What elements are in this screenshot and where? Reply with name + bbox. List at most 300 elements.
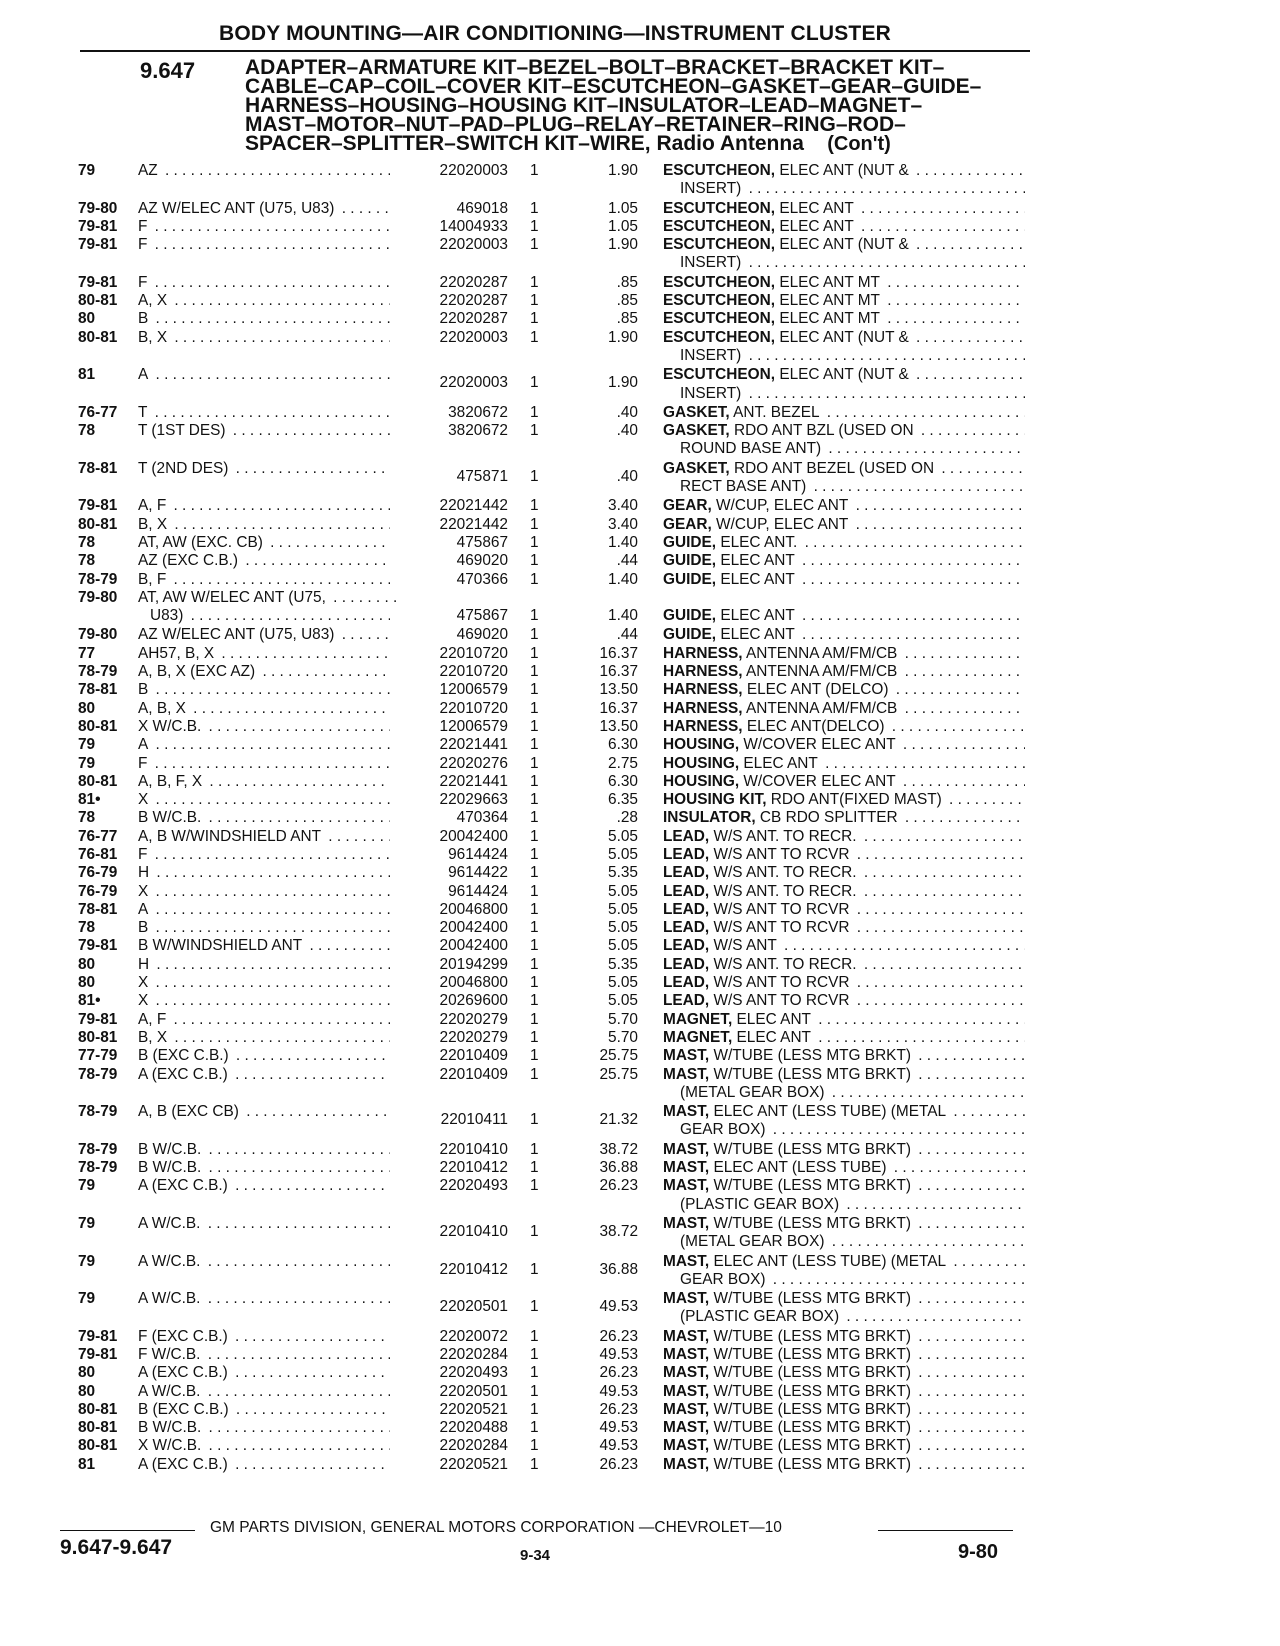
- model-code: X W/C.B. . . .: [138, 718, 403, 736]
- model-year: 76-77: [78, 827, 118, 845]
- part-number: 22020488: [390, 1419, 508, 1437]
- price: .40: [616, 467, 638, 485]
- model-code: AZ (EXC C.B.) . . .: [138, 552, 403, 570]
- description: MAST, W/TUBE (LESS MTG BRKT) . . .: [663, 1346, 1025, 1364]
- description: HOUSING, W/COVER ELEC ANT . . .: [663, 736, 1025, 754]
- price: 5.05: [608, 919, 638, 937]
- price: 5.05: [608, 845, 638, 863]
- price: 38.72: [599, 1222, 638, 1240]
- price: 1.90: [608, 374, 638, 392]
- parts-row: [0, 828, 1280, 846]
- model-code: AH57, B, X . . .: [138, 645, 403, 663]
- description: MAST, W/TUBE (LESS MTG BRKT) . . .: [663, 1383, 1025, 1401]
- parts-row: [0, 1141, 1280, 1159]
- model-code: T (1ST DES) . . .: [138, 422, 403, 440]
- description: GUIDE, ELEC ANT. . . .: [663, 534, 1025, 552]
- model-code: X W/C.B. . . .: [138, 1437, 403, 1455]
- model-code: B, X . . .: [138, 1029, 403, 1047]
- quantity: 1: [530, 1028, 539, 1046]
- model-code: H . . .: [138, 864, 403, 882]
- model-code: T (2ND DES) . . .: [138, 460, 403, 478]
- description: GUIDE, ELEC ANT . . .: [663, 626, 1025, 644]
- description: MAST, W/TUBE (LESS MTG BRKT) . . .: [663, 1364, 1025, 1382]
- description: ESCUTCHEON, ELEC ANT (NUT & . . .: [663, 329, 1025, 347]
- part-number: 469020: [390, 552, 508, 570]
- price: .44: [616, 626, 638, 644]
- quantity: 1: [530, 199, 539, 217]
- parts-row: [0, 162, 1280, 200]
- description: LEAD, W/S ANT TO RCVR . . .: [663, 901, 1025, 919]
- model-code: B . . .: [138, 681, 403, 699]
- model-code: F . . .: [138, 755, 403, 773]
- quantity: 1: [530, 497, 539, 515]
- model-code: F (EXC C.B.) . . .: [138, 1328, 403, 1346]
- quantity: 1: [530, 1400, 539, 1418]
- section-title: [245, 58, 1015, 154]
- description: GASKET, ANT. BEZEL . . .: [663, 404, 1025, 422]
- parts-row: [0, 1328, 1280, 1346]
- model-year: 79-81: [78, 1010, 118, 1028]
- part-number: 22021441: [390, 736, 508, 754]
- description: HOUSING, W/COVER ELEC ANT . . .: [663, 773, 1025, 791]
- description: HARNESS, ANTENNA AM/FM/CB . . .: [663, 663, 1025, 681]
- price: 16.37: [599, 663, 638, 681]
- section-number: 9.647: [140, 58, 196, 83]
- model-year: 78: [78, 552, 96, 570]
- parts-row: [0, 534, 1280, 552]
- model-year: 79-80: [78, 626, 118, 644]
- parts-row: [0, 236, 1280, 274]
- quantity: 1: [530, 1159, 539, 1177]
- parts-row: [0, 755, 1280, 773]
- quantity: 1: [530, 717, 539, 735]
- model-year: 79-81: [78, 273, 118, 291]
- footer-section-range: 9.647-9.647: [60, 1536, 173, 1559]
- description: LEAD, W/S ANT TO RCVR . . .: [663, 992, 1025, 1010]
- description: ESCUTCHEON, ELEC ANT (NUT & . . .: [663, 236, 1025, 254]
- model-year: 78: [78, 533, 96, 551]
- description-cont: (PLASTIC GEAR BOX) . . .: [680, 1308, 1025, 1326]
- model-code: AZ W/ELEC ANT (U75, U83) . . .: [138, 200, 403, 218]
- description: ESCUTCHEON, ELEC ANT MT . . .: [663, 310, 1025, 328]
- quantity: 1: [530, 772, 539, 790]
- price: 3.40: [608, 515, 638, 533]
- part-number: 9614424: [390, 883, 508, 901]
- quantity: 1: [530, 1111, 539, 1129]
- model-year: 79: [78, 1177, 96, 1195]
- model-code: A, X . . .: [138, 292, 403, 310]
- description: MAST, W/TUBE (LESS MTG BRKT) . . .: [663, 1290, 1025, 1308]
- model-code: X . . .: [138, 974, 403, 992]
- quantity: 1: [530, 1140, 539, 1158]
- model-code: A (EXC C.B.) . . .: [138, 1066, 403, 1084]
- parts-row: [0, 663, 1280, 681]
- model-year: 81: [78, 366, 96, 384]
- parts-row: [0, 992, 1280, 1010]
- quantity: 1: [530, 937, 539, 955]
- quantity: 1: [530, 1177, 539, 1195]
- parts-row: [0, 718, 1280, 736]
- description-cont: GEAR BOX) . . .: [680, 1121, 1025, 1139]
- parts-row: [0, 1103, 1280, 1141]
- parts-row: [0, 1383, 1280, 1401]
- price: 49.53: [599, 1419, 638, 1437]
- description: HARNESS, ANTENNA AM/FM/CB . . .: [663, 645, 1025, 663]
- quantity: 1: [530, 754, 539, 772]
- part-number: 22020493: [390, 1364, 508, 1382]
- parts-row: [0, 1011, 1280, 1029]
- model-code: A W/C.B. . . .: [138, 1253, 403, 1271]
- quantity: 1: [530, 1047, 539, 1065]
- quantity: 1: [530, 955, 539, 973]
- parts-row: [0, 1419, 1280, 1437]
- model-code: A, B, X (EXC AZ) . . .: [138, 663, 403, 681]
- model-year: 80-81: [78, 717, 118, 735]
- parts-row: [0, 1029, 1280, 1047]
- description: ESCUTCHEON, ELEC ANT . . .: [663, 200, 1025, 218]
- model-code: A, B, F, X . . .: [138, 773, 403, 791]
- model-year: 78-81: [78, 900, 118, 918]
- parts-row: [0, 1346, 1280, 1364]
- description: MAST, ELEC ANT (LESS TUBE) (METAL . . .: [663, 1253, 1025, 1271]
- price: .85: [616, 292, 638, 310]
- model-code: A W/C.B. . . .: [138, 1383, 403, 1401]
- section-title-line: HARNESS–HOUSING–HOUSING KIT–INSULATOR–LEAD–MAGNET–: [245, 94, 923, 117]
- price: 25.75: [599, 1047, 638, 1065]
- description-cont: INSERT) . . .: [680, 385, 1025, 403]
- price: 49.53: [599, 1437, 638, 1455]
- section-title-line: [245, 134, 1015, 154]
- parts-row: [0, 460, 1280, 498]
- description-cont: GEAR BOX) . . .: [680, 1271, 1025, 1289]
- model-year: 81•: [78, 992, 101, 1010]
- description: LEAD, W/S ANT. TO RECR. . . .: [663, 864, 1025, 882]
- description-cont: RECT BASE ANT) . . .: [680, 478, 1025, 496]
- parts-row: [0, 497, 1280, 515]
- quantity: 1: [530, 626, 539, 644]
- part-number: 22020003: [390, 374, 508, 392]
- model-year: 79: [78, 1290, 96, 1308]
- description-cont: INSERT) . . .: [680, 254, 1025, 272]
- part-number: 20194299: [390, 956, 508, 974]
- price: 3.40: [608, 497, 638, 515]
- model-year: 80-81: [78, 328, 118, 346]
- model-year: 76-79: [78, 882, 118, 900]
- part-number: 9614424: [390, 846, 508, 864]
- model-code: F . . .: [138, 218, 403, 236]
- model-code: B, F . . .: [138, 571, 403, 589]
- quantity: 1: [530, 1455, 539, 1473]
- price: .40: [616, 403, 638, 421]
- parts-row: [0, 1159, 1280, 1177]
- parts-list: [0, 162, 1280, 1474]
- model-year: 80-81: [78, 1028, 118, 1046]
- description: MAST, W/TUBE (LESS MTG BRKT) . . .: [663, 1215, 1025, 1233]
- footer-rule-right: [878, 1530, 1013, 1531]
- parts-row: [0, 1066, 1280, 1104]
- quantity: 1: [530, 1419, 539, 1437]
- part-number: 20042400: [390, 919, 508, 937]
- part-number: 20042400: [390, 828, 508, 846]
- model-code: B, X . . .: [138, 329, 403, 347]
- description: MAST, W/TUBE (LESS MTG BRKT) . . .: [663, 1419, 1025, 1437]
- quantity: 1: [530, 533, 539, 551]
- description: MAST, W/TUBE (LESS MTG BRKT) . . .: [663, 1047, 1025, 1065]
- part-number: 22010720: [390, 663, 508, 681]
- price: 26.23: [599, 1400, 638, 1418]
- quantity: 1: [530, 974, 539, 992]
- description: LEAD, W/S ANT TO RCVR . . .: [663, 846, 1025, 864]
- part-number: 470364: [390, 809, 508, 827]
- description-cont: INSERT) . . .: [680, 180, 1025, 198]
- price: 13.50: [599, 717, 638, 735]
- part-number: 22020521: [390, 1456, 508, 1474]
- quantity: 1: [530, 845, 539, 863]
- price: 49.53: [599, 1346, 638, 1363]
- model-year: 79-81: [78, 236, 118, 254]
- parts-row: [0, 809, 1280, 827]
- description: MAGNET, ELEC ANT . . .: [663, 1029, 1025, 1047]
- parts-row: [0, 200, 1280, 218]
- parts-row: [0, 937, 1280, 955]
- price: 36.88: [599, 1260, 638, 1278]
- quantity: 1: [530, 328, 539, 346]
- parts-row: [0, 589, 1280, 627]
- parts-row: [0, 310, 1280, 328]
- part-number: 12006579: [390, 681, 508, 699]
- part-number: 14004933: [390, 218, 508, 236]
- description: LEAD, W/S ANT . . .: [663, 937, 1025, 955]
- model-year: 80: [78, 1364, 96, 1382]
- price: 1.05: [608, 217, 638, 235]
- description: ESCUTCHEON, ELEC ANT MT . . .: [663, 292, 1025, 310]
- description: MAST, W/TUBE (LESS MTG BRKT) . . .: [663, 1437, 1025, 1455]
- model-code: F . . .: [138, 274, 403, 292]
- quantity: 1: [530, 552, 539, 570]
- description: HARNESS, ELEC ANT(DELCO) . . .: [663, 718, 1025, 736]
- model-year: 79: [78, 736, 96, 754]
- model-year: 78-81: [78, 459, 118, 477]
- description: LEAD, W/S ANT. TO RECR. . . .: [663, 956, 1025, 974]
- model-year: 76-79: [78, 864, 118, 882]
- parts-row: [0, 681, 1280, 699]
- quantity: 1: [530, 864, 539, 882]
- description: INSULATOR, CB RDO SPLITTER . . .: [663, 809, 1025, 827]
- part-number: 22020521: [390, 1401, 508, 1419]
- quantity: 1: [530, 699, 539, 717]
- model-year: 78: [78, 919, 96, 937]
- description: ESCUTCHEON, ELEC ANT MT . . .: [663, 274, 1025, 292]
- part-number: 22020287: [390, 274, 508, 292]
- model-year: 79-81: [78, 1346, 118, 1363]
- price: 16.37: [599, 644, 638, 662]
- description: GASKET, RDO ANT BEZEL (USED ON . . .: [663, 460, 1025, 478]
- price: 5.05: [608, 992, 638, 1010]
- parts-row: [0, 1047, 1280, 1065]
- quantity: 1: [530, 1298, 539, 1316]
- page-header: BODY MOUNTING—AIR CONDITIONING—INSTRUMENT CLUSTER: [218, 22, 892, 45]
- model-year: 80: [78, 1382, 96, 1400]
- model-year: 80: [78, 310, 96, 328]
- footer-page-number: 9-34: [520, 1547, 551, 1564]
- model-year: 79-81: [78, 937, 118, 955]
- header-rule: [80, 50, 1030, 52]
- description-cont: (METAL GEAR BOX) . . .: [680, 1084, 1025, 1102]
- description: MAST, ELEC ANT (LESS TUBE) . . .: [663, 1159, 1025, 1177]
- quantity: 1: [530, 791, 539, 809]
- parts-row: [0, 626, 1280, 644]
- description: LEAD, W/S ANT TO RCVR . . .: [663, 974, 1025, 992]
- price: 49.53: [599, 1298, 638, 1316]
- section-title-line: CABLE–CAP–COIL–COVER KIT–ESCUTCHEON–GASKET–GEAR–GUIDE–: [245, 75, 982, 98]
- parts-row: [0, 1215, 1280, 1253]
- quantity: 1: [530, 515, 539, 533]
- model-year: 80: [78, 699, 96, 717]
- parts-row: [0, 274, 1280, 292]
- model-year: 79-80: [78, 588, 118, 606]
- price: 1.40: [608, 533, 638, 551]
- price: 1.40: [608, 607, 638, 625]
- model-year: 80-81: [78, 515, 118, 533]
- quantity: 1: [530, 403, 539, 421]
- model-year: 78-81: [78, 681, 118, 699]
- model-year: 78-79: [78, 1159, 118, 1177]
- model-code: AZ . . .: [138, 162, 403, 180]
- description: GASKET, RDO ANT BZL (USED ON . . .: [663, 422, 1025, 440]
- model-code: B W/C.B. . . .: [138, 1159, 403, 1177]
- model-code: B . . .: [138, 919, 403, 937]
- part-number: 22020501: [390, 1383, 508, 1401]
- model-code: B (EXC C.B.) . . .: [138, 1401, 403, 1419]
- parts-row: [0, 645, 1280, 663]
- parts-row: [0, 700, 1280, 718]
- part-number: 22020493: [390, 1177, 508, 1195]
- description: MAST, W/TUBE (LESS MTG BRKT) . . .: [663, 1141, 1025, 1159]
- price: 5.70: [608, 1028, 638, 1046]
- quantity: 1: [530, 162, 539, 179]
- model-year: 79: [78, 754, 96, 772]
- quantity: 1: [530, 1260, 539, 1278]
- section-title-last: SPACER–SPLITTER–SWITCH KIT–WIRE, Radio Antenna: [245, 132, 804, 155]
- part-number: 22020287: [390, 292, 508, 310]
- part-number: 475867: [390, 607, 508, 625]
- part-number: 12006579: [390, 718, 508, 736]
- part-number: 22010409: [390, 1047, 508, 1065]
- model-code: A . . .: [138, 366, 403, 384]
- continued-label: (Con't): [827, 133, 891, 155]
- model-code: A W/C.B. . . .: [138, 1215, 403, 1233]
- model-year: 80-81: [78, 1419, 118, 1437]
- price: 26.23: [599, 1177, 638, 1195]
- part-number: 22010409: [390, 1066, 508, 1084]
- quantity: 1: [530, 900, 539, 918]
- model-code: B . . .: [138, 310, 403, 328]
- description: LEAD, W/S ANT. TO RECR. . . .: [663, 828, 1025, 846]
- part-number: 22010412: [390, 1159, 508, 1177]
- description: MAST, W/TUBE (LESS MTG BRKT) . . .: [663, 1066, 1025, 1084]
- quantity: 1: [530, 570, 539, 588]
- model-code: B W/C.B. . . .: [138, 1141, 403, 1159]
- quantity: 1: [530, 217, 539, 235]
- quantity: 1: [530, 422, 539, 440]
- model-year: 78-79: [78, 1140, 118, 1158]
- price: 21.32: [599, 1111, 638, 1129]
- price: 5.70: [608, 1010, 638, 1028]
- quantity: 1: [530, 827, 539, 845]
- price: 5.05: [608, 974, 638, 992]
- quantity: 1: [530, 992, 539, 1010]
- part-number: 22020279: [390, 1011, 508, 1029]
- part-number: 475867: [390, 534, 508, 552]
- parts-row: [0, 404, 1280, 422]
- model-year: 79-80: [78, 199, 118, 217]
- part-number: 475871: [390, 468, 508, 486]
- description-cont: INSERT) . . .: [680, 347, 1025, 365]
- description: ESCUTCHEON, ELEC ANT (NUT & . . .: [663, 162, 1025, 180]
- part-number: 22010720: [390, 645, 508, 663]
- model-year: 78-79: [78, 1065, 118, 1083]
- quantity: 1: [530, 644, 539, 662]
- price: 26.23: [599, 1455, 638, 1473]
- model-code: B, X . . .: [138, 516, 403, 534]
- description: MAGNET, ELEC ANT . . .: [663, 1011, 1025, 1029]
- model-year: 78-79: [78, 1103, 118, 1121]
- part-number: 22021442: [390, 516, 508, 534]
- parts-row: [0, 1290, 1280, 1328]
- quantity: 1: [530, 809, 539, 827]
- model-year: 80-81: [78, 292, 118, 310]
- description-cont: (PLASTIC GEAR BOX) . . .: [680, 1196, 1025, 1214]
- parts-row: [0, 883, 1280, 901]
- price: .40: [616, 422, 638, 440]
- parts-row: [0, 516, 1280, 534]
- description-cont: ROUND BASE ANT) . . .: [680, 440, 1025, 458]
- model-code: A, F . . .: [138, 497, 403, 515]
- model-code: B W/C.B. . . .: [138, 809, 403, 827]
- model-code: F . . .: [138, 846, 403, 864]
- part-number: 22010410: [390, 1141, 508, 1159]
- model-year: 79: [78, 1252, 96, 1270]
- part-number: 22020279: [390, 1029, 508, 1047]
- parts-row: [0, 552, 1280, 570]
- model-code: X . . .: [138, 883, 403, 901]
- quantity: 1: [530, 663, 539, 681]
- part-number: 470366: [390, 571, 508, 589]
- model-year: 78-79: [78, 570, 118, 588]
- part-number: 22020276: [390, 755, 508, 773]
- model-code: B (EXC C.B.) . . .: [138, 1047, 403, 1065]
- quantity: 1: [530, 1346, 539, 1363]
- quantity: 1: [530, 236, 539, 254]
- price: 1.40: [608, 570, 638, 588]
- price: .44: [616, 552, 638, 570]
- description: GUIDE, ELEC ANT . . .: [663, 552, 1025, 570]
- model-code: A, F . . .: [138, 1011, 403, 1029]
- part-number: 3820672: [390, 422, 508, 440]
- part-number: 20046800: [390, 974, 508, 992]
- quantity: 1: [530, 467, 539, 485]
- part-number: 22010720: [390, 700, 508, 718]
- part-number: 22021442: [390, 497, 508, 515]
- description: ESCUTCHEON, ELEC ANT (NUT & . . .: [663, 366, 1025, 384]
- part-number: 22020072: [390, 1328, 508, 1346]
- description-cont: (METAL GEAR BOX) . . .: [680, 1233, 1025, 1251]
- model-code: B W/C.B. . . .: [138, 1419, 403, 1437]
- part-number: 469020: [390, 626, 508, 644]
- model-year: 79: [78, 162, 96, 179]
- quantity: 1: [530, 273, 539, 291]
- description: ESCUTCHEON, ELEC ANT . . .: [663, 218, 1025, 236]
